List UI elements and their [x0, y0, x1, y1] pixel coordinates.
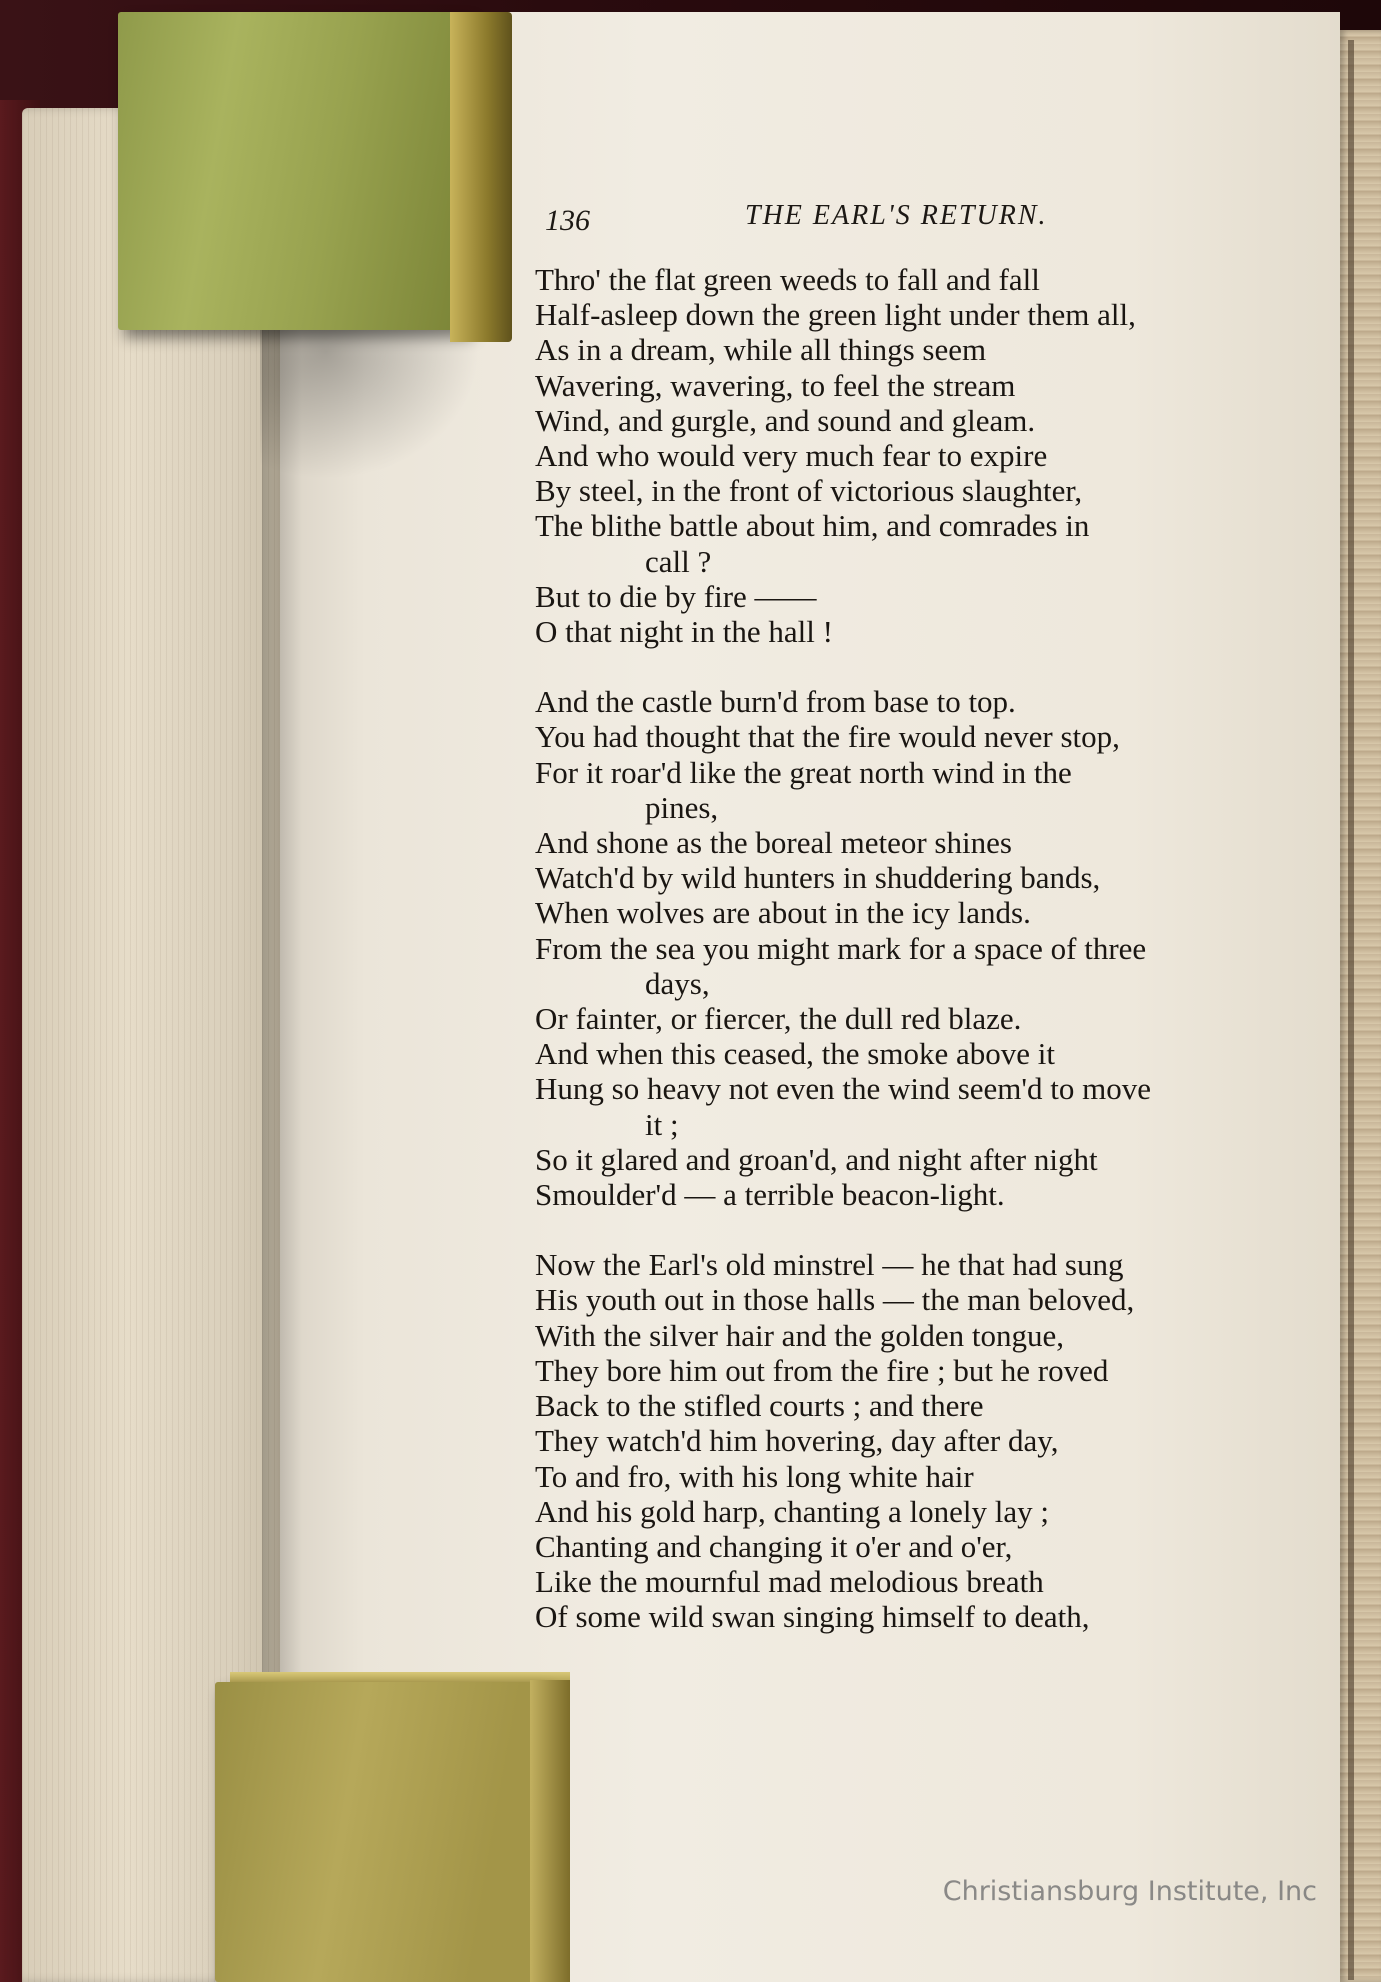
poem-line: And shone as the boreal meteor shines [535, 825, 1012, 861]
poem-line: His youth out in those halls — the man beloved, [535, 1282, 1135, 1318]
poem-line: Now the Earl's old minstrel — he that had sung [535, 1247, 1124, 1283]
right-edge-shadow [1348, 40, 1354, 1980]
watermark: Christiansburg Institute, Inc [942, 1876, 1317, 1907]
poem-line: They bore him out from the fire ; but he roved [535, 1352, 1109, 1388]
poem-line: Like the mournful mad melodious breath [535, 1564, 1044, 1600]
page-number: 136 [545, 204, 590, 237]
poem-line: Wind, and gurgle, and sound and gleam. [535, 402, 1036, 438]
poem-line: The blithe battle about him, and comrades in [535, 508, 1090, 544]
poem-line: Hung so heavy not even the wind seem'd to move [535, 1071, 1151, 1107]
poem-line: Chanting and changing it o'er and o'er, [535, 1528, 1013, 1564]
poem-line: You had thought that the fire would never stop, [535, 719, 1120, 755]
poem-line: it ; [645, 1106, 679, 1142]
brass-clip-bottom-side [530, 1680, 570, 1982]
poem-stanza [535, 262, 1315, 649]
brass-clip-top-side [450, 12, 512, 342]
poem-line: And his gold harp, chanting a lonely lay ; [535, 1493, 1049, 1529]
poem-line: Thro' the flat green weeds to fall and fall [535, 262, 1040, 297]
poem-text [535, 262, 1315, 1670]
poem-line: When wolves are about in the icy lands. [535, 895, 1031, 931]
brass-clip-bottom [215, 1682, 545, 1982]
poem-line: And who would very much fear to expire [535, 438, 1048, 474]
poem-line: For it roar'd like the great north wind in the [535, 754, 1072, 790]
poem-line: Smoulder'd — a terrible beacon-light. [535, 1177, 1005, 1213]
poem-line: As in a dream, while all things seem [535, 332, 987, 368]
poem-line: So it glared and groan'd, and night after night [535, 1141, 1098, 1177]
right-page-edges [1340, 30, 1381, 1982]
poem-line: With the silver hair and the golden tongue, [535, 1317, 1065, 1353]
poem-line: But to die by fire —— [535, 578, 817, 614]
poem-line: They watch'd him hovering, day after day, [535, 1423, 1059, 1459]
poem-line: From the sea you might mark for a space of three [535, 930, 1147, 966]
poem-line: O that night in the hall ! [535, 614, 833, 650]
poem-line: Back to the stifled courts ; and there [535, 1388, 984, 1424]
poem-line: By steel, in the front of victorious slaughter, [535, 473, 1083, 509]
clip-shadow [260, 320, 480, 480]
poem-stanza [535, 684, 1315, 1212]
poem-line: Of some wild swan singing himself to death, [535, 1599, 1090, 1635]
poem-line: And when this ceased, the smoke above it [535, 1036, 1055, 1072]
poem-line: days, [645, 965, 710, 1001]
poem-line: Watch'd by wild hunters in shuddering bands, [535, 860, 1101, 896]
poem-line: pines, [645, 789, 719, 825]
poem-line: And the castle burn'd from base to top. [535, 684, 1016, 720]
running-title: THE EARL'S RETURN. [745, 200, 1048, 231]
poem-line: call ? [645, 543, 712, 579]
poem-line: Wavering, wavering, to feel the stream [535, 367, 1016, 403]
poem-stanza [535, 1247, 1315, 1634]
poem-line: Or fainter, or fiercer, the dull red blaze. [535, 1001, 1022, 1037]
brass-clip-top [118, 12, 468, 330]
poem-line: To and fro, with his long white hair [535, 1458, 974, 1494]
poem-line: Half-asleep down the green light under them all, [535, 297, 1136, 333]
